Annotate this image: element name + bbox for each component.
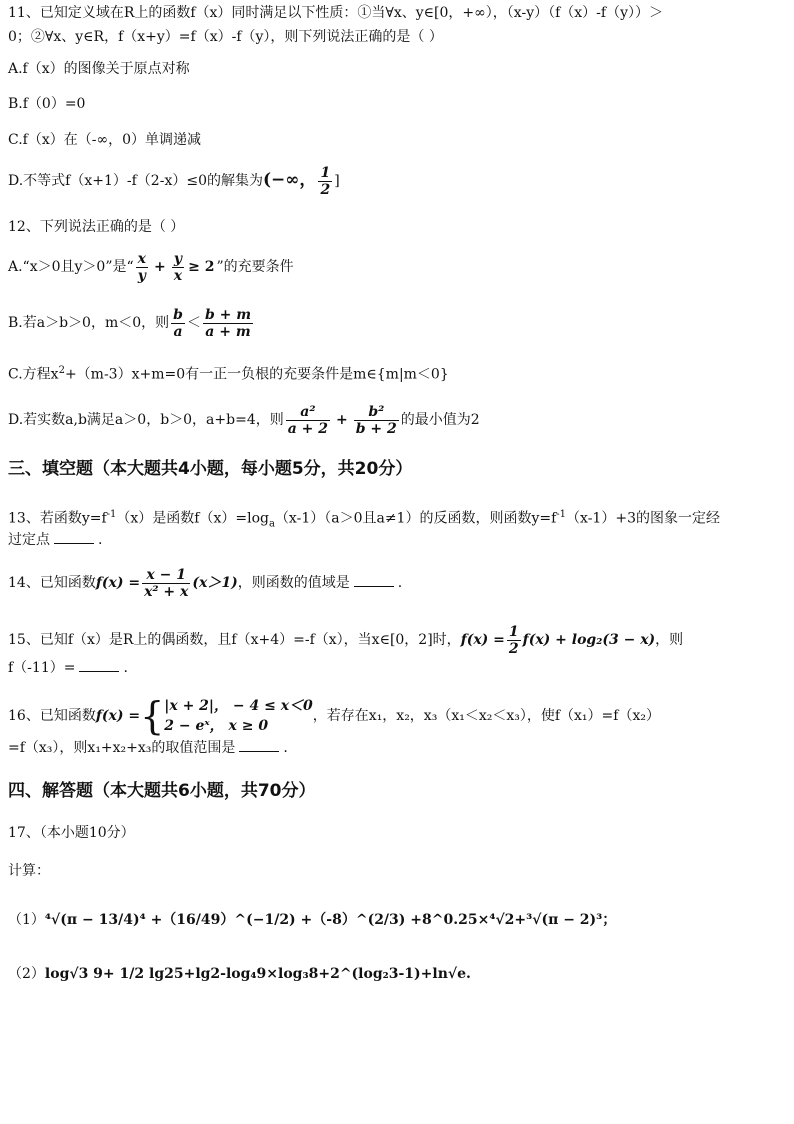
q13-sub1: a — [268, 518, 275, 530]
q13-sup1: -1 — [106, 509, 117, 520]
q12-d-post: 的最小值为2 — [400, 412, 480, 428]
q15-answer-blank[interactable] — [79, 657, 119, 672]
q15-line2 — [8, 657, 128, 679]
q11-option-d-interval-close: ] — [334, 173, 340, 189]
q11-option-d — [8, 162, 340, 199]
q15-num: 1 — [508, 623, 519, 640]
q12-d-pre: D.若实数a,b满足a＞0，b＞0，a+b=4，则 — [8, 412, 284, 428]
q16-line2 — [8, 737, 288, 759]
q12-b-f1-den: a — [171, 323, 185, 340]
q15-rest: f(x) + log₂(3 − x) — [522, 632, 656, 648]
q15-den: 2 — [508, 640, 519, 657]
q13-p4: （x-1）+3的图象一定经 — [566, 510, 720, 527]
q12-stem: 12、下列说法正确的是（ ） — [8, 219, 185, 235]
q13-answer-blank[interactable] — [54, 529, 94, 544]
q13-p2: （x）是函数f（x）=log — [116, 510, 269, 527]
q14-fx: f(x) = — [95, 575, 141, 591]
q17-part1-label: （1） — [8, 912, 45, 928]
q12-b-lt: ＜ — [186, 315, 201, 331]
q15-end: . — [123, 660, 128, 676]
q14-den: x² + x — [144, 583, 189, 600]
q16-line1 — [8, 694, 660, 738]
q12-b-fraction-2 — [203, 307, 253, 340]
q12-a-pre: A.“x＞0且y＞0”是“ — [8, 259, 134, 275]
q11-stem-line2: 0；②∀x、y∈R，f（x+y）=f（x）-f（y），则下列说法正确的是（ ） — [8, 29, 443, 45]
q12-a-ge: ≥ 2 — [188, 259, 215, 275]
q12-a-f1-num: x — [137, 250, 147, 267]
q12-d-f2-num: b² — [368, 403, 385, 420]
q12-b-f2-num: b + m — [204, 306, 252, 323]
q17-part2 — [8, 957, 471, 991]
q13-line1 — [8, 504, 720, 535]
q16-answer-blank[interactable] — [239, 737, 279, 752]
q14-post: ，则函数的值域是 — [237, 575, 350, 591]
q13-p3: （x-1）（a＞0且a≠1）的反函数，则函数y=f — [274, 510, 557, 527]
q12-c-sup: 2 — [58, 365, 65, 376]
q16-brace: { — [140, 694, 165, 738]
q12-b-f1-num: b — [173, 306, 183, 323]
q16-case1: |x + 2|， − 4 ≤ x＜0 — [164, 698, 313, 714]
q16-end: . — [283, 740, 288, 756]
q15-line1 — [8, 620, 683, 660]
q16-cases — [164, 696, 313, 736]
q12-d-f1-den: a + 2 — [287, 420, 329, 437]
q14-cond: (x＞1) — [192, 575, 238, 591]
q11-option-a: A.f（x）的图像关于原点对称 — [8, 61, 190, 77]
q12-option-d — [8, 400, 480, 440]
q12-d-f2-den: b + 2 — [355, 420, 397, 437]
q16-case2: 2 − eˣ， x ≥ 0 — [164, 718, 269, 734]
q12-option-c — [8, 360, 449, 386]
q16-fx: f(x) = — [95, 708, 141, 724]
q14-fraction — [142, 567, 190, 600]
q15-fx: f(x) = — [460, 632, 505, 648]
q17-part2-label: （2） — [8, 966, 45, 982]
q15-pre: 15、已知f（x）是R上的偶函数，且f（x+4）=-f（x），当x∈[0，2]时， — [8, 632, 461, 648]
q14-line — [8, 562, 402, 604]
q17-part2-expression: log√3 9+ 1/2 lg25+lg2-log₄9×log₃8+2^(log₂3-1)+ln√e. — [44, 966, 471, 982]
q12-a-fraction-2 — [172, 251, 184, 284]
q14-num: x − 1 — [146, 566, 186, 583]
q16-pre: 16、已知函数 — [8, 708, 96, 724]
q13-line2-text: 过定点 — [8, 532, 50, 548]
q11-option-d-text: D.不等式f（x+1）-f（2-x）≤0的解集为 — [8, 173, 263, 189]
q11-d-num: 1 — [320, 164, 331, 181]
q12-a-f2-num: y — [173, 250, 182, 267]
q12-a-f2-den: x — [173, 267, 183, 284]
q14-answer-blank[interactable] — [354, 572, 394, 587]
q12-d-f1-num: a² — [300, 403, 316, 420]
q15-fraction — [507, 624, 521, 657]
q17-part1 — [8, 903, 616, 937]
q12-b-pre: B.若a＞b＞0，m＜0，则 — [8, 315, 170, 331]
q12-a-post: ”的充要条件 — [216, 259, 294, 275]
section-3-title: 三、填空题（本大题共4小题，每小题5分，共20分） — [8, 459, 413, 479]
q11-option-b: B.f（0）=0 — [8, 96, 86, 112]
q12-b-f2-den: a + m — [203, 323, 253, 340]
q12-a-plus: + — [154, 259, 166, 275]
q13-p1: 13、若函数y=f — [8, 510, 107, 527]
q12-c-pre: C.方程x — [8, 366, 59, 383]
q11-option-c: C.f（x）在（-∞，0）单调递减 — [8, 132, 202, 148]
section-4-title: 四、解答题（本大题共6小题，共70分） — [8, 781, 316, 801]
q17-head: 17、（本小题10分） — [8, 825, 135, 841]
q12-option-b — [8, 304, 255, 342]
q16-post: ，若存在x₁，x₂，x₃（x₁＜x₂＜x₃），使f（x₁）=f（x₂） — [312, 708, 660, 724]
q12-d-plus: + — [336, 412, 348, 428]
q13-line2 — [8, 529, 102, 551]
q12-a-fraction-1 — [136, 251, 148, 284]
q12-b-fraction-1 — [171, 307, 185, 340]
q12-a-f1-den: y — [136, 267, 148, 284]
q17-calc: 计算： — [8, 863, 50, 879]
q13-end: . — [98, 532, 103, 548]
q11-d-den: 2 — [320, 181, 331, 198]
q12-d-fraction-2 — [354, 404, 399, 437]
q12-d-fraction-1 — [286, 404, 330, 437]
q11-option-d-interval-open: (−∞， — [262, 170, 317, 190]
q15-line2-text: f（-11）= — [8, 660, 76, 676]
q14-end: . — [397, 575, 403, 591]
q12-option-a — [8, 248, 294, 286]
q11-stem-line1: 11、已知定义域在R上的函数f（x）同时满足以下性质：①当∀x、y∈[0，+∞），（x-y）（f（x）-f（y））＞ — [8, 5, 663, 21]
q16-line2-text: =f（x₃），则x₁+x₂+x₃的取值范围是 — [8, 740, 236, 756]
q12-c-post: +（m-3）x+m=0有一正一负根的充要条件是m∈{m|m＜0} — [64, 366, 449, 383]
q17-part1-expression: ⁴√(π − 13/4)⁴ +（16/49）^(−1/2) +（-8）^(2/3) +8^0.25×⁴√2+³√(π − 2)³； — [44, 912, 617, 928]
q13-sup2: -1 — [556, 509, 567, 520]
q15-post: ，则 — [655, 632, 684, 648]
q11-option-d-fraction — [318, 165, 332, 198]
q14-pre: 14、已知函数 — [8, 575, 96, 591]
